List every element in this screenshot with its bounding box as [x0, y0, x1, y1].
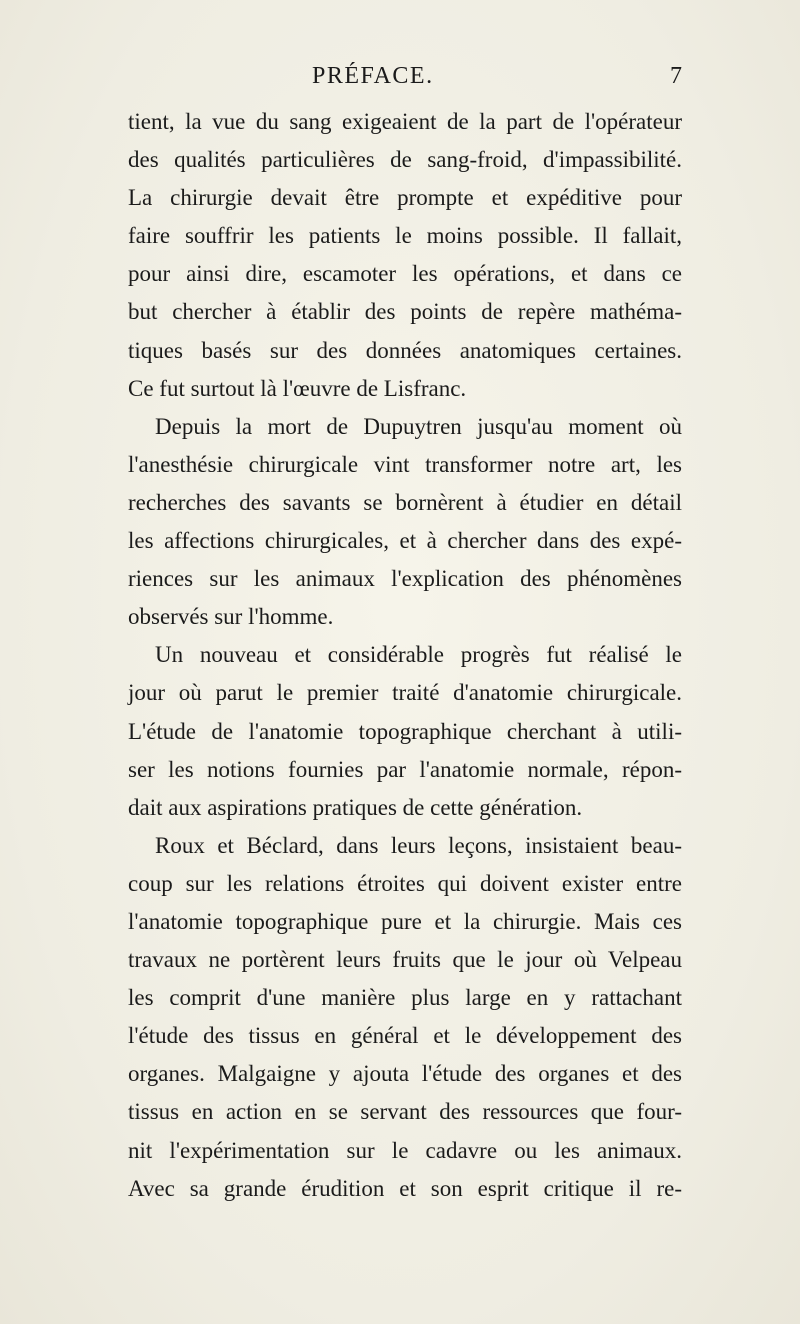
running-head — [116, 60, 682, 92]
text-line: recherches des savants se bornèrent à étudier en détail — [128, 489, 682, 515]
text-line: les affections chirurgicales, et à chercher dans des expé- — [128, 528, 682, 554]
text-line: pour ainsi dire, escamoter les opérations, et dans ce — [128, 261, 682, 287]
text-line: La chirurgie devait être prompte et expéditive pour — [128, 185, 682, 211]
text-line: but chercher à établir des points de repère mathéma- — [128, 299, 682, 325]
text-line: ser les notions fournies par l'anatomie normale, répon- — [128, 756, 682, 782]
text-line: l'anatomie topographique pure et la chirurgie. Mais ces — [128, 908, 682, 934]
text-line: l'étude des tissus en général et le développement des — [128, 1023, 682, 1049]
text-line: travaux ne portèrent leurs fruits que le jour où Velpeau — [128, 947, 682, 973]
text-line: L'étude de l'anatomie topographique cherchant à utili- — [128, 718, 682, 744]
running-title: PRÉFACE. — [312, 63, 434, 89]
text-line: Un nouveau et considérable progrès fut réalisé le — [155, 642, 682, 668]
text-line: Depuis la mort de Dupuytren jusqu'au moment où — [155, 413, 682, 439]
body-text — [128, 103, 682, 1208]
text-line: tiques basés sur des données anatomiques certaines. — [128, 337, 682, 363]
text-line: les comprit d'une manière plus large en y rattachant — [128, 985, 682, 1011]
text-line: des qualités particulières de sang-froid, d'impassibilité. — [128, 147, 682, 173]
text-line: coup sur les relations étroites qui doivent exister entre — [128, 870, 682, 896]
text-line: l'anesthésie chirurgicale vint transformer notre art, les — [128, 451, 682, 477]
text-line: dait aux aspirations pratiques de cette génération. — [128, 794, 583, 820]
text-line: faire souffrir les patients le moins possible. Il fallait, — [128, 223, 682, 249]
text-line: jour où parut le premier traité d'anatomie chirurgicale. — [128, 680, 682, 706]
text-line: observés sur l'homme. — [128, 604, 334, 630]
text-line: Ce fut surtout là l'œuvre de Lisfranc. — [128, 375, 467, 401]
text-line: organes. Malgaigne y ajouta l'étude des organes et des — [128, 1061, 682, 1087]
text-line: riences sur les animaux l'explication des phénomènes — [128, 566, 682, 592]
page-number: 7 — [670, 63, 682, 89]
text-line: nit l'expérimentation sur le cadavre ou les animaux. — [128, 1137, 682, 1163]
text-line: Avec sa grande érudition et son esprit critique il re- — [128, 1175, 682, 1201]
text-line: tient, la vue du sang exigeaient de la part de l'opérateur — [128, 109, 682, 134]
text-line: Roux et Béclard, dans leurs leçons, insistaient beau- — [155, 832, 682, 858]
text-line: tissus en action en se servant des ressources que four- — [128, 1099, 682, 1125]
